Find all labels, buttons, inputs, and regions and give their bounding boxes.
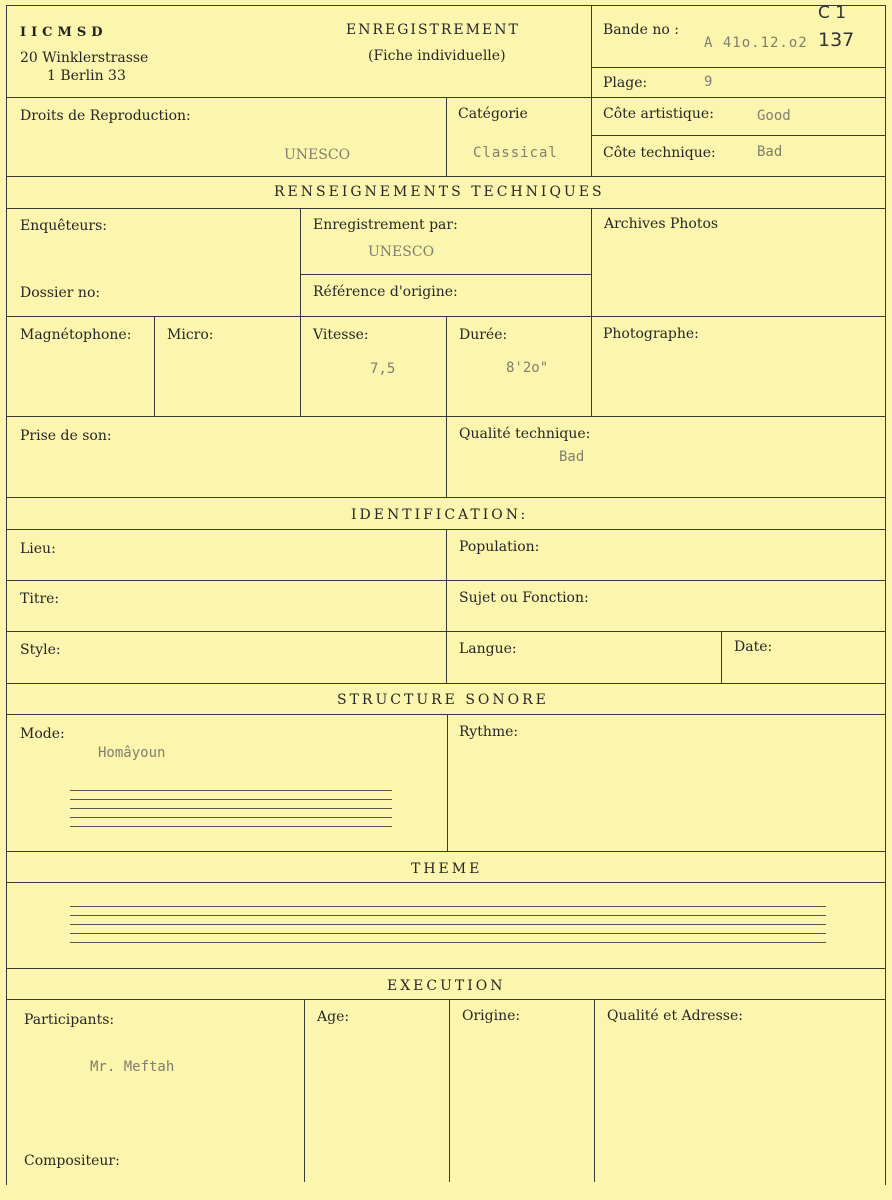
micro-label: Micro: xyxy=(167,327,214,343)
participants-value: Mr. Meftah xyxy=(90,1059,175,1075)
origine-label: Origine: xyxy=(462,1008,521,1024)
categorie-label: Catégorie xyxy=(458,106,528,122)
enregistrement-par-value: UNESCO xyxy=(368,244,435,260)
compositeur-label: Compositeur: xyxy=(24,1153,120,1169)
cote-artistique-label: Côte artistique: xyxy=(603,106,714,122)
enqueteurs-label: Enquêteurs: xyxy=(20,218,108,234)
mode-value: Homâyoun xyxy=(98,745,166,761)
section-heading-identification: IDENTIFICATION: xyxy=(351,507,529,523)
lieu-label: Lieu: xyxy=(20,541,56,557)
participants-label: Participants: xyxy=(24,1012,115,1028)
photographe-label: Photographe: xyxy=(603,326,699,342)
magnetophone-label: Magnétophone: xyxy=(20,327,132,343)
bande-value: A 41o.12.o2 xyxy=(704,35,808,51)
prise-de-son-label: Prise de son: xyxy=(20,428,112,444)
style-label: Style: xyxy=(20,642,61,658)
droits-value: UNESCO xyxy=(284,147,351,163)
section-heading-execution: EXECUTION xyxy=(387,978,506,994)
langue-label: Langue: xyxy=(459,641,517,657)
droits-label: Droits de Reproduction: xyxy=(20,108,191,124)
plage-label: Plage: xyxy=(603,75,648,91)
cote-technique-value: Bad xyxy=(757,144,783,160)
qualite-adresse-label: Qualité et Adresse: xyxy=(607,1008,743,1024)
reference-label: Référence d'origine: xyxy=(313,284,458,300)
section-heading-structure: STRUCTURE SONORE xyxy=(337,692,549,708)
titre-label: Titre: xyxy=(20,591,60,607)
enregistrement-par-label: Enregistrement par: xyxy=(313,217,458,233)
section-heading-technical: RENSEIGNEMENTS TECHNIQUES xyxy=(274,184,605,200)
qualite-technique-value: Bad xyxy=(559,449,585,465)
cote-artistique-value: Good xyxy=(757,108,791,124)
age-label: Age: xyxy=(317,1009,350,1025)
form-title: ENREGISTREMENT xyxy=(346,22,520,38)
mode-label: Mode: xyxy=(20,726,65,742)
qualite-technique-label: Qualité technique: xyxy=(459,426,591,442)
date-label: Date: xyxy=(734,639,773,655)
address-line-1: 20 Winklerstrasse xyxy=(20,50,149,66)
cote-technique-label: Côte technique: xyxy=(603,145,716,161)
rythme-label: Rythme: xyxy=(459,724,519,740)
plage-value: 9 xyxy=(704,74,713,90)
bande-handwritten: 137 xyxy=(818,29,855,51)
categorie-value: Classical xyxy=(473,145,558,161)
archives-photos-label: Archives Photos xyxy=(604,216,719,232)
duree-value: 8'2o" xyxy=(506,360,549,376)
form-subtitle: (Fiche individuelle) xyxy=(368,48,506,64)
dossier-label: Dossier no: xyxy=(20,285,101,301)
population-label: Population: xyxy=(459,539,540,555)
address-line-2: 1 Berlin 33 xyxy=(47,68,126,84)
bande-handwritten-top: C 1 xyxy=(818,3,847,23)
vitesse-label: Vitesse: xyxy=(313,327,369,343)
bande-label: Bande no : xyxy=(603,22,679,38)
duree-label: Durée: xyxy=(459,327,508,343)
org-logo: IICMSD xyxy=(20,25,108,40)
vitesse-value: 7,5 xyxy=(370,361,396,377)
section-heading-theme: THEME xyxy=(411,861,483,877)
sujet-label: Sujet ou Fonction: xyxy=(459,590,589,606)
